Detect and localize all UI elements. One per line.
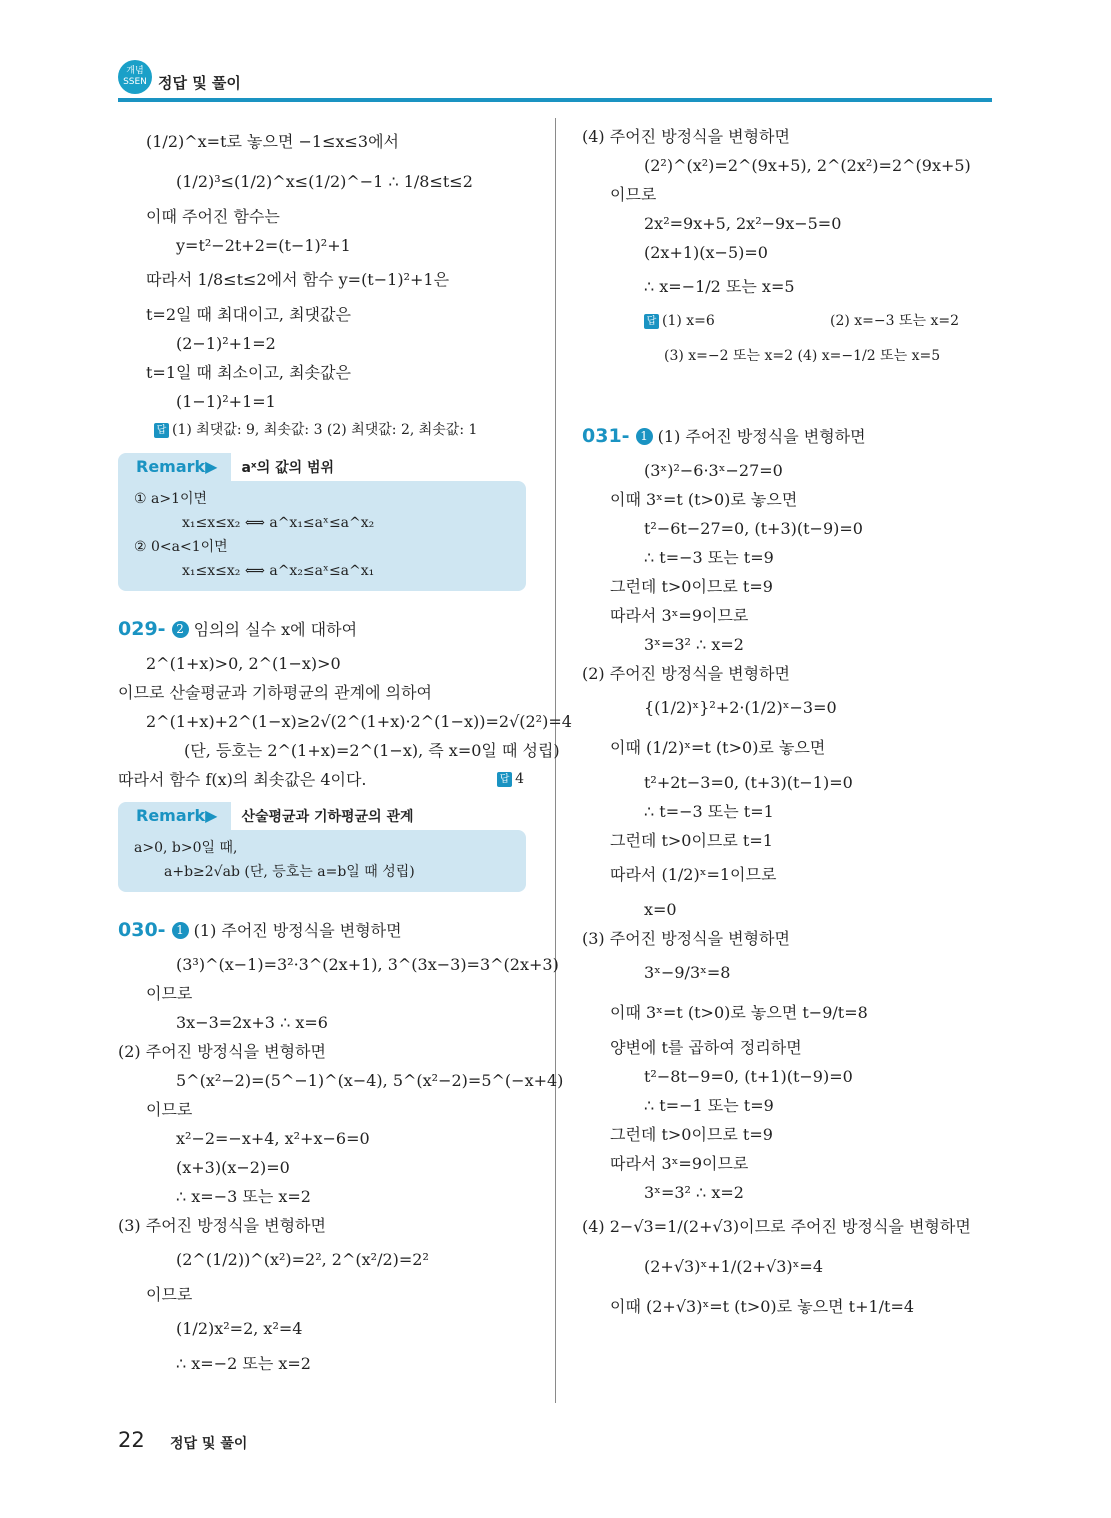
solution-line: y=t²−2t+2=(t−1)²+1 <box>176 236 351 255</box>
remark-body <box>118 830 526 892</box>
solution-line: (1/2)³≤(1/2)^x≤(1/2)^−1 ∴ 1/8≤t≤2 <box>176 172 473 191</box>
page-header <box>118 60 992 104</box>
solution-line: (4) 2−√3=1/(2+√3)이므로 주어진 방정식을 변형하면 <box>582 1217 971 1236</box>
solution-line: 2x²=9x+5, 2x²−9x−5=0 <box>644 214 842 233</box>
solution-text: 따라서 함수 f(x)의 최솟값은 4이다. <box>118 770 367 789</box>
solution-line: 따라서 3ˣ=9이므로 <box>610 606 749 625</box>
remark-line: ① a>1이면 <box>134 491 208 507</box>
solution-line: (2x+1)(x−5)=0 <box>644 243 768 262</box>
solution-line: (4) 주어진 방정식을 변형하면 <box>582 127 790 146</box>
solution-line: x=0 <box>644 900 677 919</box>
solution-line: 따라서 1/8≤t≤2에서 함수 y=(t−1)²+1은 <box>146 270 450 289</box>
solution-line: 양변에 t를 곱하여 정리하면 <box>610 1038 802 1057</box>
remark-body <box>118 481 526 591</box>
header-title: 정답 및 풀이 <box>158 74 241 92</box>
solution-line: (1) 주어진 방정식을 변형하면 <box>193 921 402 940</box>
problem-number: 029- <box>118 618 166 640</box>
answer-icon: 답 <box>154 423 169 438</box>
level-badge: 2 <box>172 621 189 638</box>
solution-line: 2^(1+x)+2^(1−x)≥2√(2^(1+x)·2^(1−x))=2√(2²)=4 <box>146 712 572 731</box>
solution-line: 3ˣ−9/3ˣ=8 <box>644 963 731 982</box>
solution-line: {(1/2)ˣ}²+2·(1/2)ˣ−3=0 <box>644 698 837 717</box>
brand-logo: 개념 SSEN <box>118 60 152 94</box>
solution-line: 그런데 t>0이므로 t=9 <box>610 1125 773 1144</box>
solution-line: ∴ x=−1/2 또는 x=5 <box>644 277 795 296</box>
solution-line: (x+3)(x−2)=0 <box>176 1158 290 1177</box>
solution-line: x²−2=−x+4, x²+x−6=0 <box>176 1129 370 1148</box>
answer-line <box>582 307 996 336</box>
page-number: 22 <box>118 1428 145 1452</box>
solution-line: (1) 주어진 방정식을 변형하면 <box>657 427 866 446</box>
right-column <box>582 122 996 1327</box>
solution-line: (2²)^(x²)=2^(9x+5), 2^(2x²)=2^(9x+5) <box>644 156 971 175</box>
solution-line: 이므로 <box>146 984 193 1003</box>
solution-line: 5^(x²−2)=(5^−1)^(x−4), 5^(x²−2)=5^(−x+4) <box>176 1071 564 1090</box>
level-badge: 1 <box>636 428 653 445</box>
remark-title: 산술평균과 기하평균의 관계 <box>241 809 414 825</box>
answer-icon: 답 <box>497 772 512 787</box>
solution-line: 임의의 실수 x에 대하여 <box>193 620 358 639</box>
solution-line: t²+2t−3=0, (t+3)(t−1)=0 <box>644 773 853 792</box>
remark-line: ② 0<a<1이면 <box>134 539 228 555</box>
remark-tab: Remark▶ <box>118 802 231 830</box>
solution-line: 3x−3=2x+3 ∴ x=6 <box>176 1013 328 1032</box>
remark-line: a>0, b>0일 때, <box>134 840 238 856</box>
answer-icon: 답 <box>644 314 659 329</box>
solution-line: (2−1)²+1=2 <box>176 334 276 353</box>
remark-line: a+b≥2√ab (단, 등호는 a=b일 때 성립) <box>164 864 415 880</box>
answer-text: (2) x=−3 또는 x=2 <box>830 313 960 329</box>
solution-line: (단, 등호는 2^(1+x)=2^(1−x), 즉 x=0일 때 성립) <box>184 741 560 760</box>
problem-heading <box>118 609 528 649</box>
problem-number: 030- <box>118 919 166 941</box>
solution-line: 3ˣ=3² ∴ x=2 <box>644 635 744 654</box>
solution-line: 이때 3ˣ=t (t>0)로 놓으면 <box>610 490 798 509</box>
solution-line: 이므로 <box>610 185 657 204</box>
solution-line: (3) 주어진 방정식을 변형하면 <box>118 1216 326 1235</box>
answer-text: 4 <box>515 771 524 787</box>
remark-line: x₁≤x≤x₂ ⟺ a^x₁≤aˣ≤a^x₂ <box>182 515 375 531</box>
solution-line: (1−1)²+1=1 <box>176 392 276 411</box>
answer-text: (1) 최댓값: 9, 최솟값: 3 (2) 최댓값: 2, 최솟값: 1 <box>172 422 478 438</box>
spacer <box>582 376 996 416</box>
remark-line: x₁≤x≤x₂ ⟺ a^x₂≤aˣ≤a^x₁ <box>182 563 375 579</box>
remark-tab: Remark▶ <box>118 453 231 481</box>
solution-line: 이때 (2+√3)ˣ=t (t>0)로 놓으면 t+1/t=4 <box>610 1297 915 1316</box>
solution-line: (2^(1/2))^(x²)=2², 2^(x²/2)=2² <box>176 1250 429 1269</box>
solution-line: 3ˣ=3² ∴ x=2 <box>644 1183 744 1202</box>
problem-number: 031- <box>582 425 630 447</box>
solution-line: (3³)^(x−1)=3²·3^(2x+1), 3^(3x−3)=3^(2x+3) <box>176 955 559 974</box>
remark-title: aˣ의 값의 범위 <box>241 460 335 476</box>
level-badge: 1 <box>172 922 189 939</box>
solution-line: t=1일 때 최소이고, 최솟값은 <box>146 363 351 382</box>
header-rule <box>118 98 992 102</box>
remark-box <box>118 802 526 892</box>
spacer <box>118 591 528 609</box>
solution-line: 따라서 3ˣ=9이므로 <box>610 1154 749 1173</box>
solution-line: 따라서 (1/2)ˣ=1이므로 <box>610 865 777 884</box>
solution-line: t=2일 때 최대이고, 최댓값은 <box>146 305 351 324</box>
solution-line: 그런데 t>0이므로 t=1 <box>610 831 773 850</box>
solution-line: ∴ t=−3 또는 t=9 <box>644 548 774 567</box>
problem-heading <box>582 416 996 456</box>
solution-line: 그런데 t>0이므로 t=9 <box>610 577 773 596</box>
solution-line: (2) 주어진 방정식을 변형하면 <box>582 664 790 683</box>
solution-line: (3) 주어진 방정식을 변형하면 <box>582 929 790 948</box>
solution-line: 이때 주어진 함수는 <box>146 207 280 226</box>
solution-line: (2) 주어진 방정식을 변형하면 <box>118 1042 326 1061</box>
solution-line: 이때 (1/2)ˣ=t (t>0)로 놓으면 <box>610 738 826 757</box>
answer-line <box>118 416 528 445</box>
answer-text: (1) x=6 <box>662 313 715 329</box>
solution-line: 2^(1+x)>0, 2^(1−x)>0 <box>146 654 341 673</box>
solution-line: 이므로 <box>146 1100 193 1119</box>
answer-line <box>497 765 524 794</box>
solution-line: t²−8t−9=0, (t+1)(t−9)=0 <box>644 1067 853 1086</box>
problem-heading <box>118 910 528 950</box>
solution-line: ∴ t=−3 또는 t=1 <box>644 802 774 821</box>
solution-line: t²−6t−27=0, (t+3)(t−9)=0 <box>644 519 863 538</box>
solution-line: 이므로 산술평균과 기하평균의 관계에 의하여 <box>118 683 433 702</box>
spacer <box>118 892 528 910</box>
answer-text: (3) x=−2 또는 x=2 (4) x=−1/2 또는 x=5 <box>664 348 941 364</box>
solution-line: ∴ x=−3 또는 x=2 <box>176 1187 311 1206</box>
remark-box <box>118 453 526 591</box>
left-column <box>118 122 572 1378</box>
solution-line <box>118 765 528 794</box>
solution-line: (1/2)x²=2, x²=4 <box>176 1319 303 1338</box>
solution-line: (1/2)^x=t로 놓으면 −1≤x≤3에서 <box>146 132 400 151</box>
solution-line: 이므로 <box>146 1285 193 1304</box>
solution-line: (2+√3)ˣ+1/(2+√3)ˣ=4 <box>644 1257 824 1276</box>
solution-line: ∴ t=−1 또는 t=9 <box>644 1096 774 1115</box>
footer-label: 정답 및 풀이 <box>170 1436 248 1452</box>
solution-line: (3ˣ)²−6·3ˣ−27=0 <box>644 461 783 480</box>
solution-line: 이때 3ˣ=t (t>0)로 놓으면 t−9/t=8 <box>610 1003 868 1022</box>
solution-line: ∴ x=−2 또는 x=2 <box>176 1354 311 1373</box>
